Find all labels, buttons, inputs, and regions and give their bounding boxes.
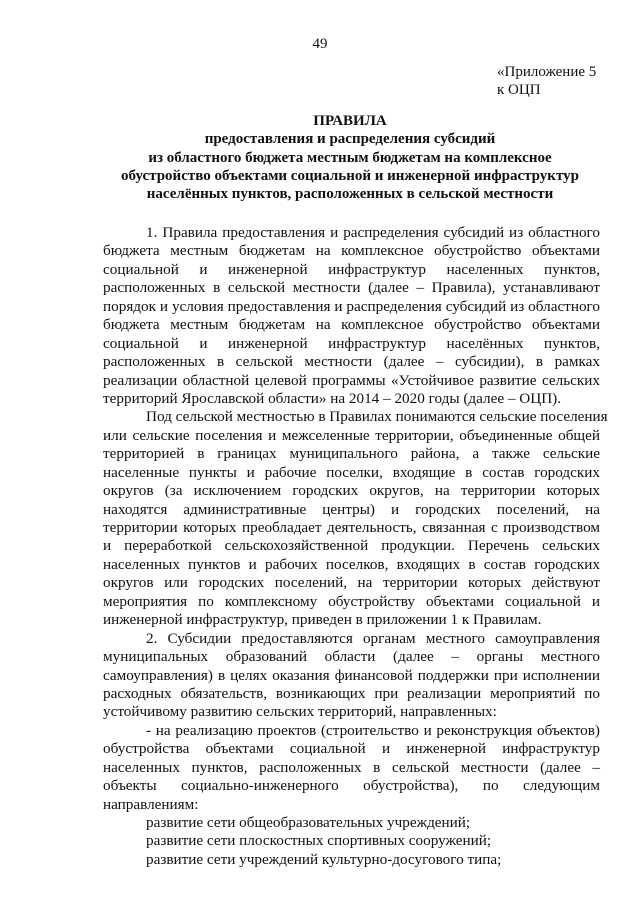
text-line: муниципальных образований области (далее – органы местного [103, 648, 600, 666]
document-body [103, 224, 608, 869]
text-line: направлениям: [103, 795, 199, 813]
appendix-line: к ОЦП [497, 82, 541, 98]
text-line: расположенных в сельской местности (далее – субсидии), в рамках [103, 353, 600, 371]
title-line: предоставления и распределения субсидий [204, 131, 496, 148]
text-line: социальной и инженерной инфраструктур населенных пунктов, [103, 260, 600, 278]
text-line: находятся административные центры) и городских поселений, на [103, 500, 600, 518]
title-line: обустройство объектами социальной и инженерной инфраструктур [121, 167, 579, 184]
text-line: устойчивому развитию сельских территорий, направленных: [103, 703, 497, 721]
text-line: территории которых преобладает деятельность, связанная с производством [103, 519, 600, 536]
text-line: Под сельской местностью в Правилах понимаются сельские поселения [146, 408, 608, 426]
text-line: самоуправления) в целях оказания финансовой поддержки при исполнении [103, 666, 600, 684]
text-line: - на реализацию проектов (строительство и реконструкция объектов) [146, 721, 600, 739]
title-heading: ПРАВИЛА [313, 113, 387, 129]
text-line: или сельские поселения и межселенные территории, объединенные общей [103, 426, 600, 444]
text-line: порядок и условия предоставления и распределения субсидий из областного [103, 297, 600, 315]
title-line: населённых пунктов, расположенных в сельской местности [146, 186, 554, 203]
text-line: реализации областной целевой программы «Устойчивое развитие сельских [103, 371, 600, 389]
list-item: развитие сети учреждений культурно-досугового типа; [146, 850, 502, 868]
text-line: населенных пунктов, расположенных в сельской местности (далее – [103, 758, 600, 776]
text-line: территорий Ярославской области» на 2014 – 2020 годы (далее – ОЦП). [103, 389, 562, 407]
text-line: и переработкой сельскохозяйственной продукции. Перечень сельских [103, 537, 600, 555]
text-line: мероприятия по комплексному обустройству объектами социальной и [103, 592, 600, 610]
text-line: расположенных в сельской местности (далее – Правила), устанавливают [103, 279, 600, 297]
title-line: из областного бюджета местным бюджетам на комплексное [148, 149, 552, 166]
text-line: обустройства объектами социальной и инженерной инфраструктур [103, 740, 600, 758]
document-title [100, 112, 600, 203]
text-line: социальной и инженерной инфраструктур населённых пунктов, [103, 334, 600, 352]
text-line: территорией в границах муниципального района, а также сельские [103, 445, 600, 463]
text-line: населенных пунктов и рабочих поселков, входящих в состав городских [103, 555, 600, 573]
text-line: 1. Правила предоставления и распределения субсидий из областного [146, 224, 600, 241]
text-line: округов или городских поселений, на территории которых действуют [103, 574, 600, 592]
page-number: 49 [312, 36, 328, 52]
appendix-reference [497, 63, 596, 99]
list-item: развитие сети плоскостных спортивных сооружений; [146, 832, 492, 850]
text-line: округов (за исключением городских округов, на территории которых [103, 482, 600, 500]
text-line: объекты социально-инженерного обустройства), по следующим [103, 777, 600, 795]
text-line: 2. Субсидии предоставляются органам местного самоуправления [146, 629, 600, 647]
appendix-line: «Приложение 5 [497, 64, 597, 80]
list-item: развитие сети общеобразовательных учреждений; [146, 814, 471, 831]
text-line: бюджета местным бюджетам на комплексное обустройство объектами [103, 242, 600, 260]
text-line: населенные пункты и рабочие поселки, входящие в состав городских [103, 463, 600, 481]
text-line: бюджета местным бюджетам на комплексное обустройство объектами [103, 316, 600, 334]
text-line: инженерной инфраструктур, приведен в приложении 1 к Правилам. [103, 611, 542, 629]
text-line: расходных обязательств, возникающих при реализации мероприятий по [103, 684, 600, 702]
